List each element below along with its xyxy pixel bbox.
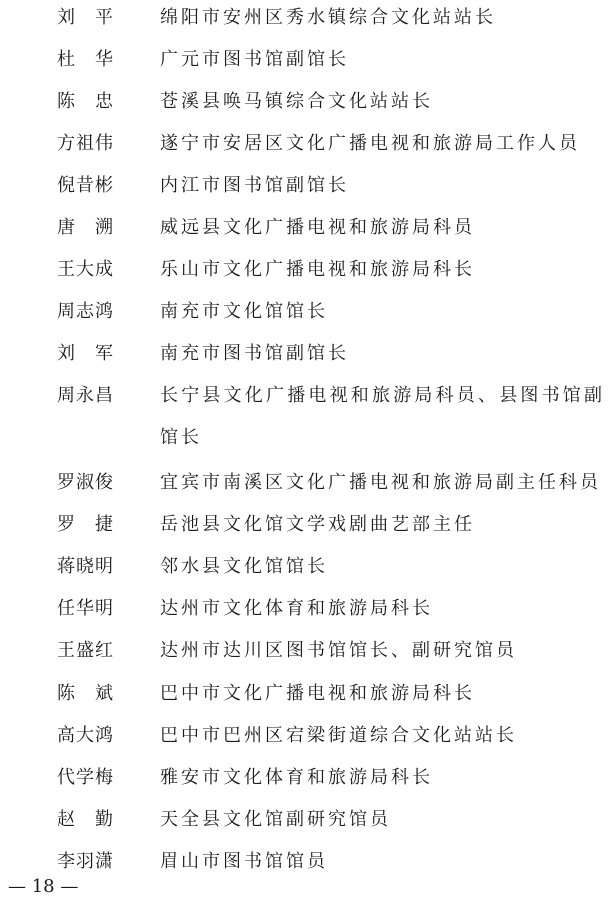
list-item (0, 126, 611, 162)
person-title: 南充市图书馆副馆长 (160, 343, 349, 364)
list-item (0, 465, 611, 501)
person-title: 巴中市文化广播电视和旅游局科长 (160, 683, 475, 704)
person-name: 倪昔彬 (57, 175, 114, 196)
list-item (0, 591, 611, 627)
person-title: 雅安市文化体育和旅游局科长 (160, 767, 433, 788)
list-item (0, 549, 611, 585)
person-title: 威远县文化广播电视和旅游局科员 (160, 217, 475, 238)
list-item (0, 252, 611, 288)
person-name: 赵 勤 (57, 809, 114, 830)
list-item (0, 802, 611, 838)
person-name: 周志鸿 (57, 301, 114, 322)
list-item (0, 718, 611, 754)
person-title: 岳池县文化馆文学戏剧曲艺部主任 (160, 514, 475, 535)
person-name: 陈 忠 (57, 91, 114, 112)
person-name: 代学梅 (57, 767, 114, 788)
person-name: 王大成 (57, 259, 114, 280)
person-title: 达州市文化体育和旅游局科长 (160, 598, 433, 619)
person-name: 王盛红 (57, 640, 114, 661)
list-item (0, 633, 611, 669)
person-title: 乐山市文化广播电视和旅游局科长 (160, 259, 475, 280)
person-name: 任华明 (57, 598, 114, 619)
person-name: 唐 溯 (57, 217, 114, 238)
list-item (0, 42, 611, 78)
person-name: 罗淑俊 (57, 472, 114, 493)
person-name: 周永昌 (57, 385, 114, 406)
person-title: 达州市达川区图书馆馆长、副研究馆员 (160, 640, 517, 661)
person-title: 巴中市巴州区宕梁街道综合文化站站长 (160, 725, 517, 746)
person-name: 刘 平 (57, 7, 114, 28)
person-title: 宜宾市南溪区文化广播电视和旅游局副主任科员 (160, 472, 601, 493)
person-name: 罗 捷 (57, 514, 114, 535)
person-title: 苍溪县唤马镇综合文化站站长 (160, 91, 433, 112)
person-title: 长宁县文化广播电视和旅游局科员、县图书馆副馆长 (160, 385, 605, 448)
list-item (0, 294, 611, 330)
person-name: 蒋晓明 (57, 556, 114, 577)
list-item (0, 210, 611, 246)
list-item (0, 168, 611, 204)
person-title: 绵阳市安州区秀水镇综合文化站站长 (160, 7, 496, 28)
person-name: 陈 斌 (57, 683, 114, 704)
person-title: 邻水县文化馆馆长 (160, 556, 328, 577)
person-name: 李羽潇 (57, 851, 114, 872)
list-item (0, 378, 611, 456)
person-title: 内江市图书馆副馆长 (160, 175, 349, 196)
person-name: 方祖伟 (57, 133, 114, 154)
person-name: 杜 华 (57, 49, 114, 70)
list-item (0, 0, 611, 36)
list-item (0, 844, 611, 880)
person-title: 广元市图书馆副馆长 (160, 49, 349, 70)
person-title: 眉山市图书馆馆员 (160, 851, 328, 872)
person-name: 高大鸿 (57, 725, 114, 746)
page-number: — 18 — (8, 876, 79, 897)
list-item (0, 676, 611, 712)
person-title: 遂宁市安居区文化广播电视和旅游局工作人员 (160, 133, 580, 154)
person-title: 天全县文化馆副研究馆员 (160, 809, 391, 830)
list-item (0, 507, 611, 543)
list-item (0, 760, 611, 796)
person-name: 刘 军 (57, 343, 114, 364)
person-title: 南充市文化馆馆长 (160, 301, 328, 322)
list-item (0, 336, 611, 372)
list-item (0, 84, 611, 120)
